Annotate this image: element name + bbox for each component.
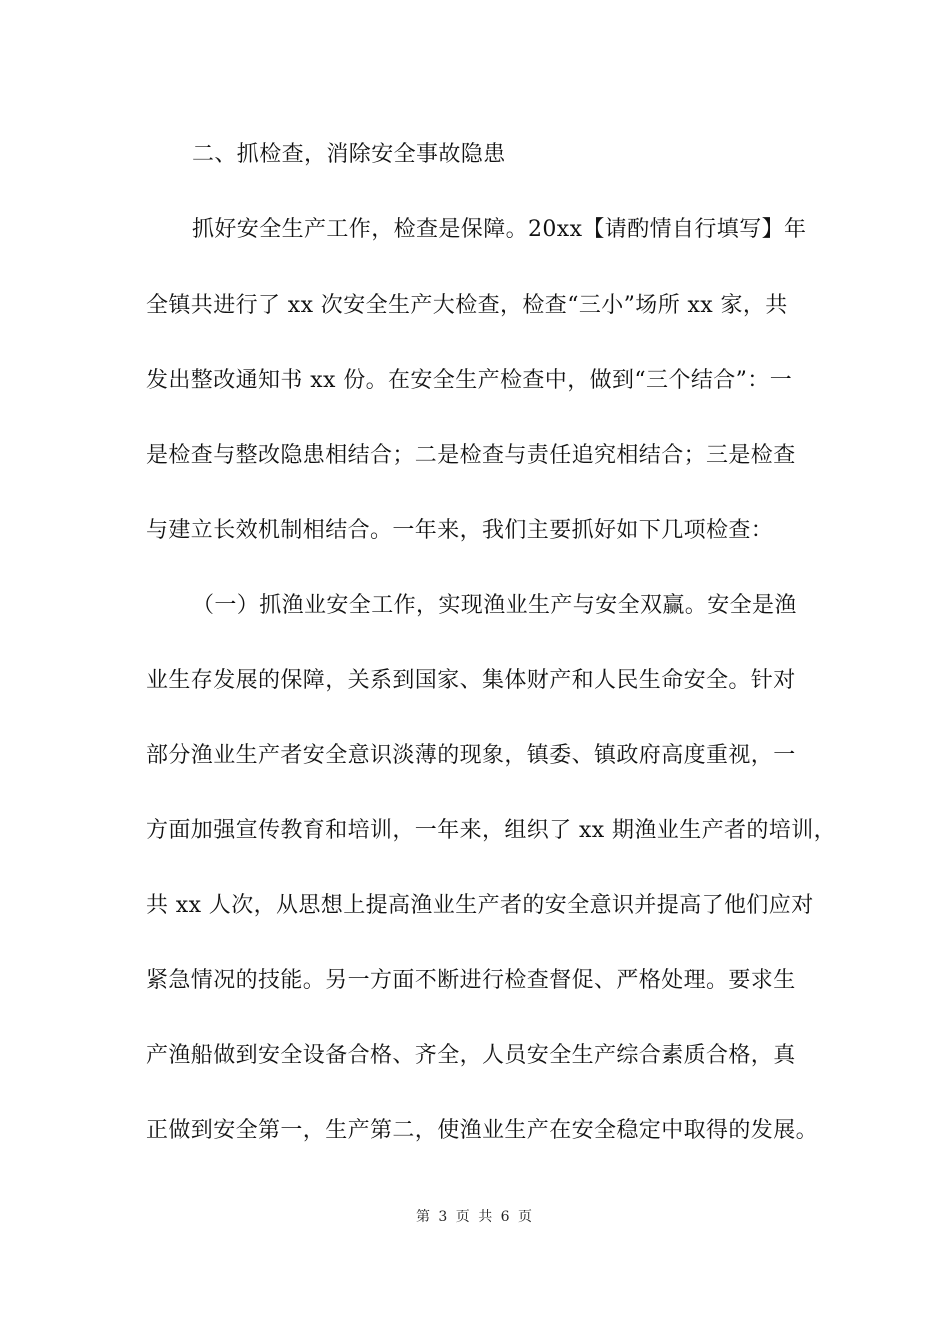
paragraph-line: 部分渔业生产者安全意识淡薄的现象，镇委、镇政府高度重视，一: [146, 743, 796, 768]
paragraph-line: 是检查与整改隐患相结合；二是检查与责任追究相结合；三是检查: [146, 443, 796, 468]
paragraph-line: 发出整改通知书 xx 份。在安全生产检查中，做到“三个结合”：一: [146, 368, 793, 393]
paragraph-line: 紧急情况的技能。另一方面不断进行检查督促、严格处理。要求生: [146, 968, 796, 993]
paragraph-line: 产渔船做到安全设备合格、齐全，人员安全生产综合素质合格，真: [146, 1043, 796, 1068]
page-number-footer: 第 3 页 共 6 页: [415, 1209, 535, 1225]
paragraph-line: （一）抓渔业安全工作，实现渔业生产与安全双赢。安全是渔: [192, 593, 797, 618]
paragraph-line: 全镇共进行了 xx 次安全生产大检查，检查“三小”场所 xx 家，共: [146, 293, 788, 318]
paragraph-line: 正做到安全第一，生产第二，使渔业生产在安全稳定中取得的发展。: [146, 1118, 819, 1143]
paragraph-line: 与建立长效机制相结合。一年来，我们主要抓好如下几项检查：: [146, 518, 774, 543]
paragraph-line: 共 xx 人次，从思想上提高渔业生产者的安全意识并提高了他们应对: [146, 893, 814, 918]
paragraph-line: 业生存发展的保障，关系到国家、集体财产和人民生命安全。针对: [146, 668, 796, 693]
section-heading: 二、抓检查，消除安全事故隐患: [192, 142, 506, 167]
paragraph-line: 方面加强宣传教育和培训，一年来，组织了 xx 期渔业生产者的培训，: [146, 818, 837, 843]
paragraph-line: 抓好安全生产工作，检查是保障。20xx【请酌情自行填写】年: [192, 217, 807, 242]
